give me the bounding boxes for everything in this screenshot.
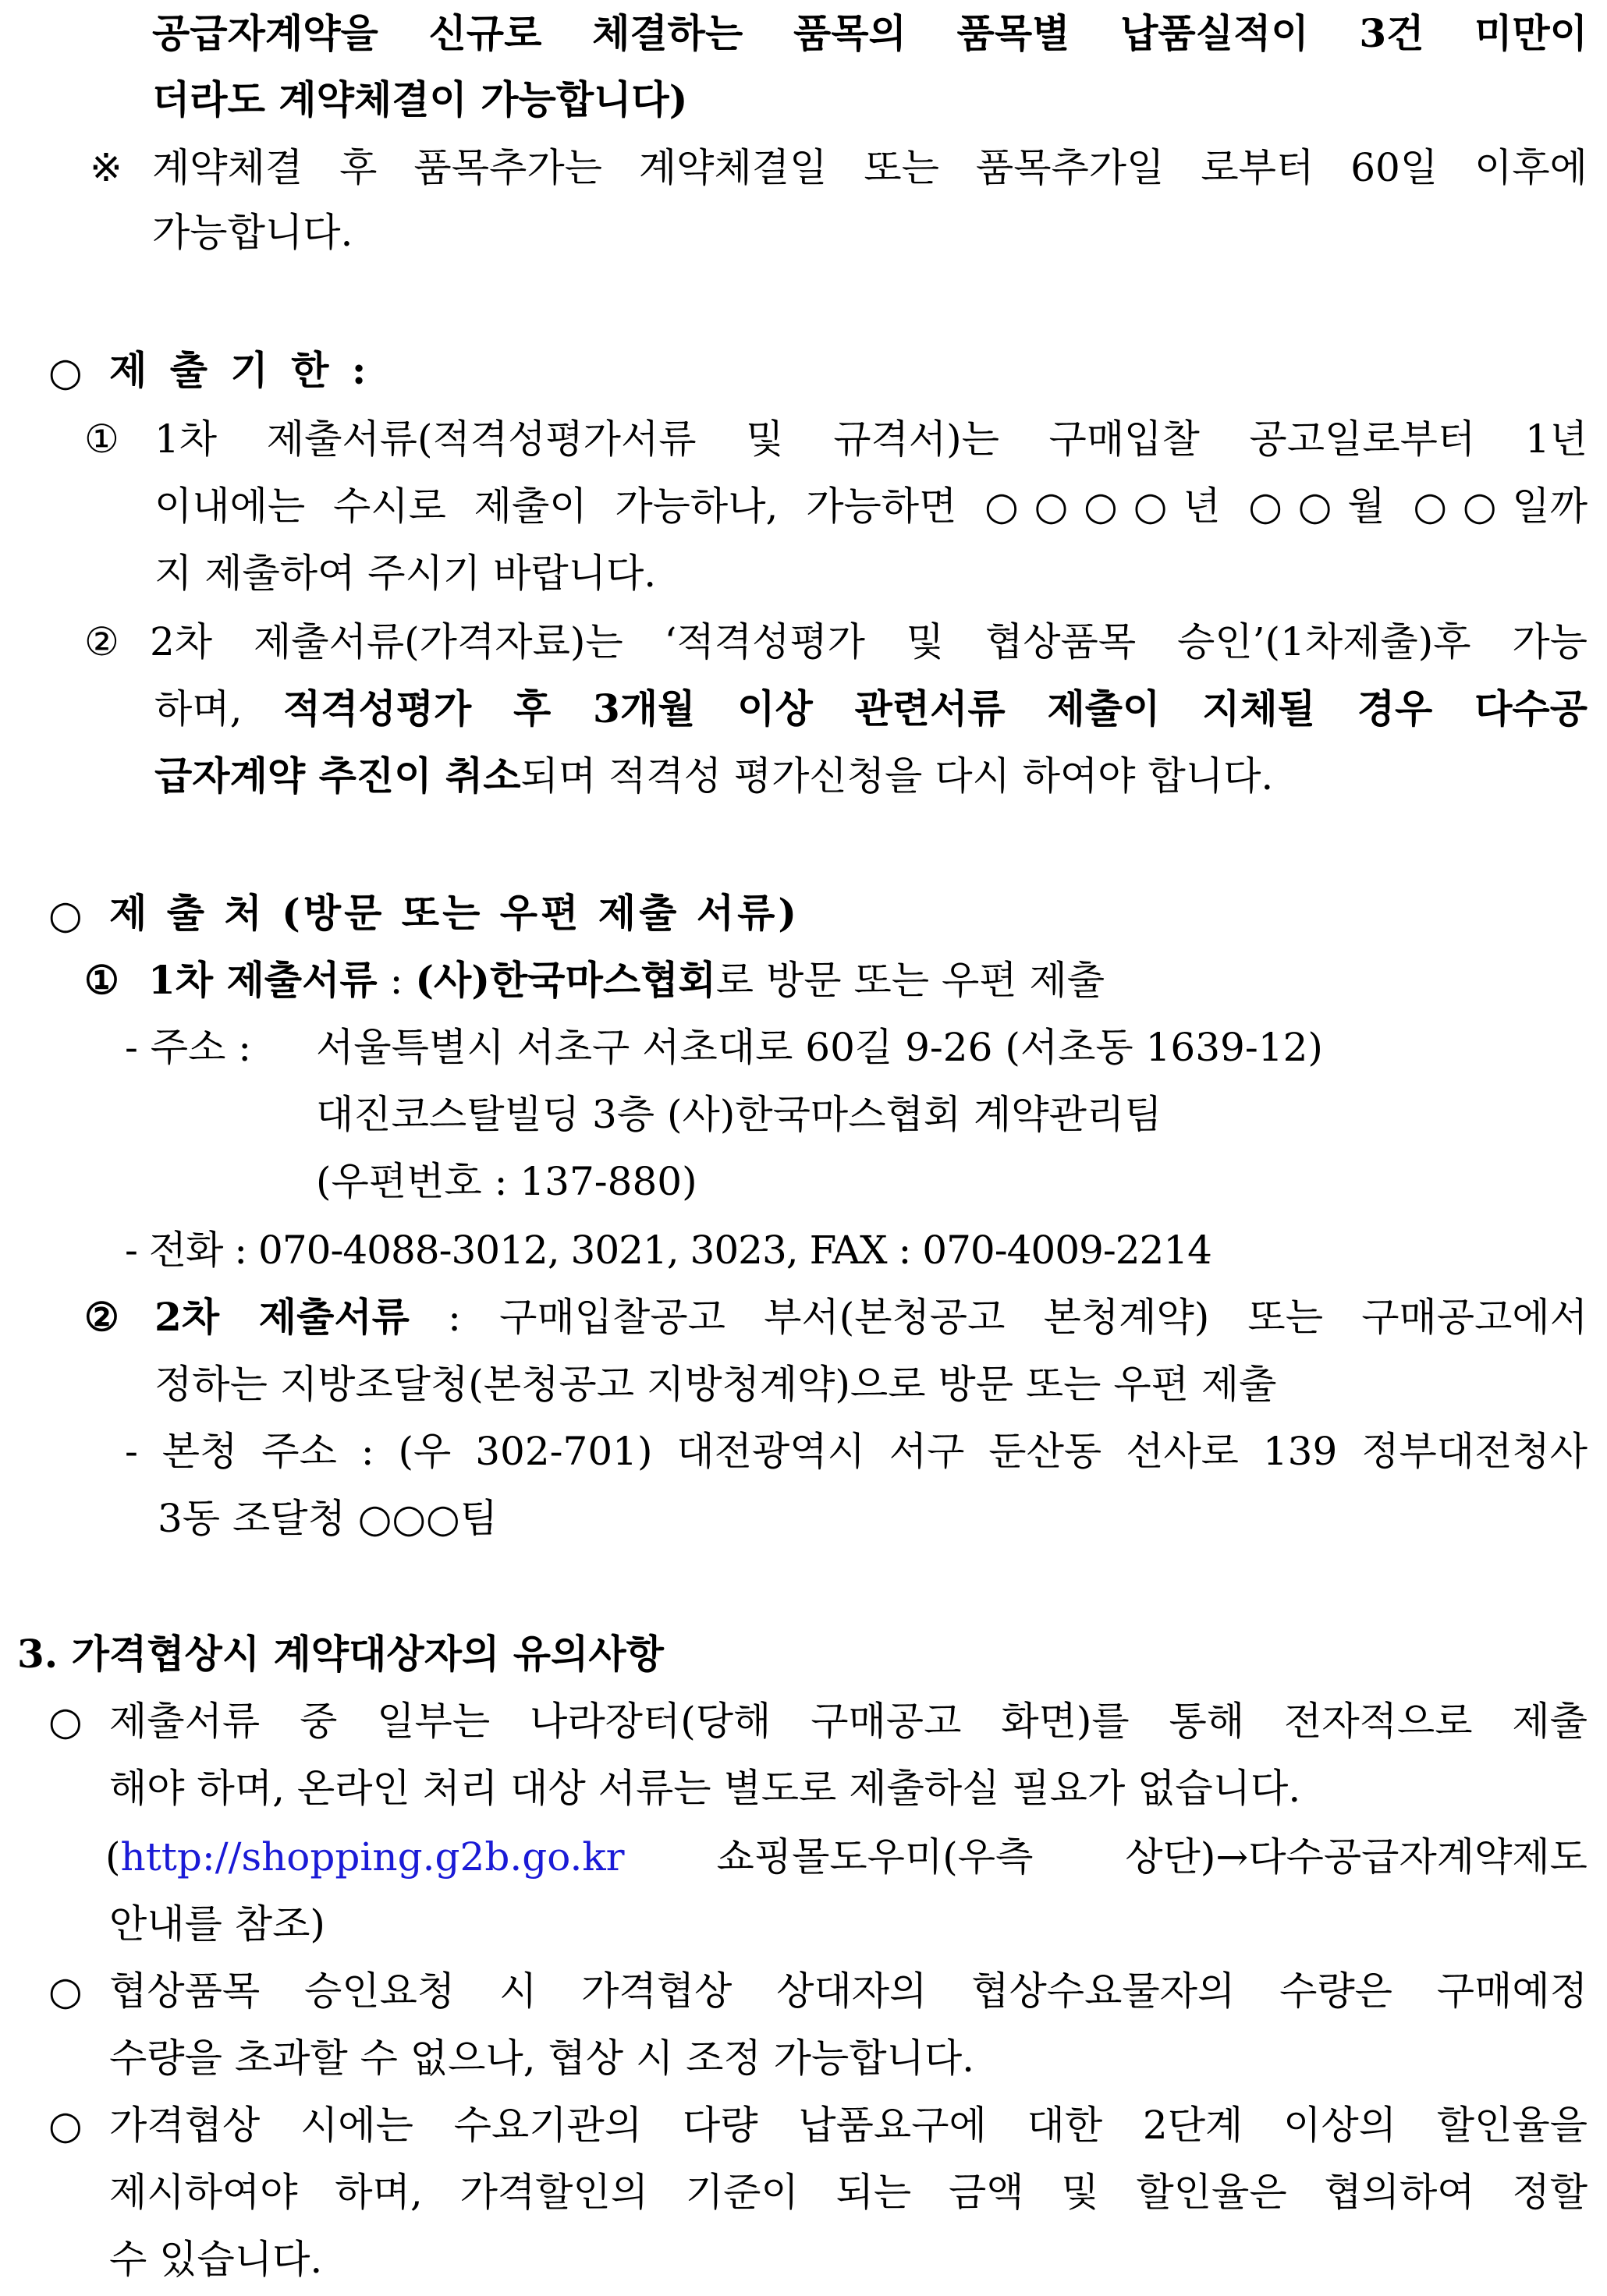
addr-line-3: (우편번호 : 137-880) [316, 1159, 697, 1204]
intro-line-1: 공급자계약을 신규로 체결하는 품목의 품목별 납품실적이 3건 미만이 [152, 10, 1587, 56]
p3-bullet: ○ [48, 2103, 83, 2148]
addr-line-2: 대진코스탈빌딩 3층 (사)한국마스협회 계약관리팀 [316, 1092, 1162, 1137]
p2-bullet: ○ [48, 1968, 83, 2014]
p1-line-3 [105, 1834, 1587, 1880]
deadline-heading: 제 출 기 한 : [109, 347, 371, 393]
p1-line-1: 제출서류 중 일부는 나라장터(당해 구매공고 화면)를 통해 전자적으로 제출 [109, 1699, 1587, 1744]
p1-bullet: ○ [48, 1699, 83, 1744]
first-org: (사)한국마스협회 [415, 957, 716, 1003]
first-label: 1차 제출서류 [148, 957, 378, 1003]
deadline-bullet: ○ [48, 349, 83, 395]
deadline-item1-mark: ① [84, 416, 119, 462]
deadline-item1-line2: 이내에는 수시로 제출이 가능하나, 가능하면 ○○○○년 ○○월 ○○일까 [154, 484, 1587, 529]
submit-heading: 제 출 처 (방문 또는 우편 제출 서류) [109, 890, 800, 936]
deadline-item1-line1: 1차 제출서류(적격성평가서류 및 규격서)는 구매입찰 공고일로부터 1년 [154, 416, 1587, 462]
p1-line3-rest: 쇼핑몰도우미(우측 상단)→다수공급자계약제도 [716, 1834, 1587, 1880]
p1-line-4: 안내를 참조) [109, 1901, 325, 1947]
note-mark: ※ [90, 145, 122, 190]
first-mark: ① [84, 957, 119, 1003]
deadline-item2-bold-2: 급자계약 추진이 취소 [154, 753, 521, 799]
second-line1-rest: : 구매입찰공고 부서(본청공고 본청계약) 또는 구매공고에서 [448, 1295, 1587, 1340]
deadline-item2-mark: ② [84, 619, 119, 664]
hq-line-2: 3동 조달청 ○○○팀 [158, 1496, 498, 1541]
hq-line-1: - 본청 주소 : (우 302-701) 대전광역시 서구 둔산동 선사로 139 정부대전청사 [125, 1429, 1587, 1474]
first-colon: : [389, 958, 403, 1003]
second-line-1 [154, 1294, 1587, 1340]
p2-line-1: 협상품목 승인요청 시 가격협상 상대자의 협상수요물자의 수량은 구매예정 [109, 1968, 1587, 2014]
intro-line-2: 더라도 계약체결이 가능합니다) [152, 76, 688, 122]
addr-line-1: 서울특별시 서초구 서초대로 60길 9-26 (서초동 1639-12) [316, 1025, 1323, 1070]
note-line-2: 가능합니다. [152, 210, 353, 255]
p2-line-2: 수량을 초과할 수 없으나, 협상 시 조정 가능합니다. [109, 2036, 975, 2081]
deadline-item2-bold: 적격성평가 후 3개월 이상 관련서류 제출이 지체될 경우 다수공 [282, 686, 1587, 732]
first-rest: 로 방문 또는 우편 제출 [715, 958, 1105, 1003]
deadline-item2-plain-2: 되며 적격성 평가신청을 다시 하여야 합니다. [520, 753, 1274, 799]
phone-line: - 전화 : 070-4088-3012, 3021, 3023, FAX : 070-4009-2214 [125, 1228, 1211, 1273]
second-mark: ② [84, 1294, 119, 1340]
p3-line-1: 가격협상 시에는 수요기관의 다량 납품요구에 대한 2단계 이상의 할인율을 [109, 2103, 1587, 2148]
p1-line-2: 해야 하며, 온라인 처리 대상 서류는 별도로 제출하실 필요가 없습니다. [109, 1766, 1301, 1811]
deadline-item2-line2 [154, 686, 1587, 732]
note-line-1: 계약체결 후 품목추가는 계약체결일 또는 품목추가일 로부터 60일 이후에 [152, 145, 1587, 190]
submit-bullet: ○ [48, 892, 83, 937]
deadline-item2-plain: 하며, [154, 686, 243, 732]
p3-line-2: 제시하여야 하며, 가격할인의 기준이 되는 금액 및 할인율은 협의하여 정할 [109, 2170, 1587, 2215]
p3-line-3: 수 있습니다. [109, 2237, 323, 2282]
second-label: 2차 제출서류 [154, 1294, 410, 1340]
deadline-item2-line1: 2차 제출서류(가격자료)는 ‘적격성평가 및 협상품목 승인’(1차제출)후 가능 [150, 619, 1587, 664]
section3-title: 3. 가격협상시 계약대상자의 유의사항 [17, 1631, 664, 1677]
g2b-link[interactable]: http://shopping.g2b.go.kr [120, 1834, 625, 1880]
deadline-item2-line3 [154, 753, 1274, 799]
first-line [148, 957, 1105, 1003]
p1-open-paren: ( [105, 1834, 121, 1880]
addr-label: - 주소 : [125, 1025, 252, 1070]
second-line-2: 정하는 지방조달청(본청공고 지방청계약)으로 방문 또는 우편 제출 [154, 1362, 1277, 1407]
deadline-item1-line3: 지 제출하여 주시기 바랍니다. [154, 551, 657, 596]
